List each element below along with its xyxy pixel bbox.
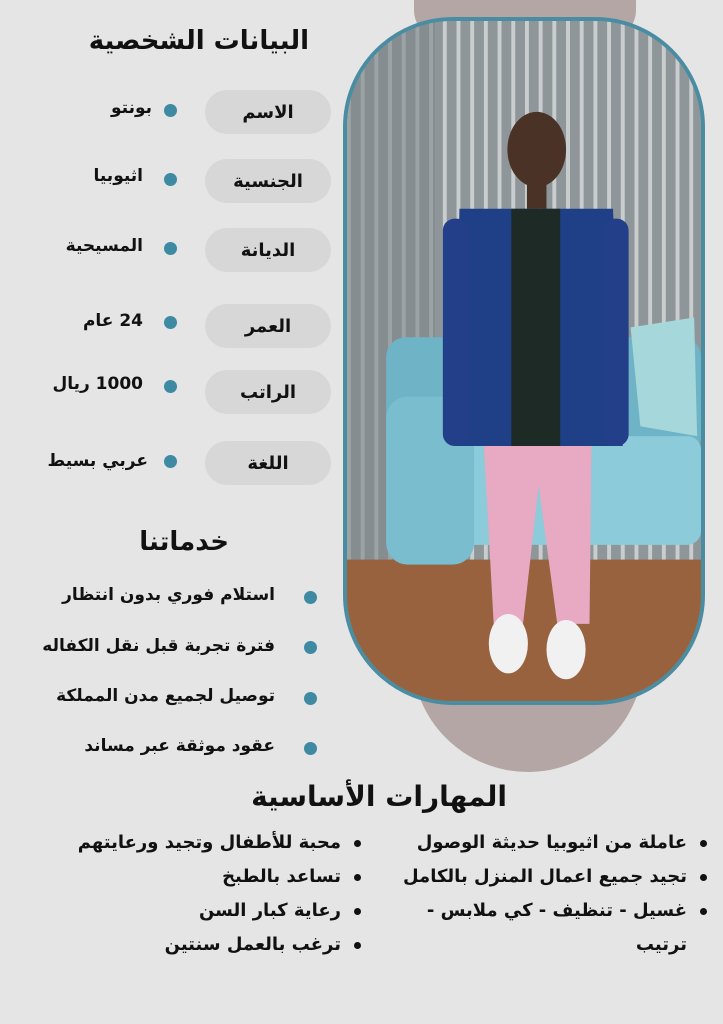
value-nationality: اثيوبيا xyxy=(93,166,143,186)
service-item: توصيل لجميع مدن المملكة xyxy=(56,686,275,706)
skills-title: المهارات الأساسية xyxy=(251,780,507,813)
skills-right-column xyxy=(373,826,709,962)
bullet-icon xyxy=(304,641,317,654)
skill-item: تساعد بالطبخ xyxy=(13,860,341,894)
label-language: اللغة xyxy=(205,441,331,485)
service-item: فترة تجربة قبل نقل الكفاله xyxy=(42,636,275,656)
label-name: الاسم xyxy=(205,90,331,134)
value-language: عربي بسيط xyxy=(47,451,148,471)
worker-photo xyxy=(343,17,705,705)
bullet-icon xyxy=(304,591,317,604)
bullet-icon xyxy=(164,316,177,329)
label-nationality: الجنسية xyxy=(205,159,331,203)
value-religion: المسيحية xyxy=(65,236,143,256)
bullet-icon xyxy=(164,104,177,117)
value-age: 24 عام xyxy=(82,311,143,331)
value-name: بونتو xyxy=(110,98,152,118)
skill-item: محبة للأطفال وتجيد ورعايتهم xyxy=(13,826,341,860)
value-salary: 1000 ريال xyxy=(52,374,143,394)
bullet-icon xyxy=(164,380,177,393)
bullet-icon xyxy=(304,742,317,755)
personal-title: البيانات الشخصية xyxy=(88,26,309,56)
label-age: العمر xyxy=(205,304,331,348)
skill-item: غسيل - تنظيف - كي ملابس - ترتيب xyxy=(373,894,687,962)
skill-item: رعاية كبار السن xyxy=(13,894,341,928)
label-salary: الراتب xyxy=(205,370,331,414)
service-item: استلام فوري بدون انتظار xyxy=(62,585,275,605)
service-item: عقود موثقة عبر مساند xyxy=(84,736,275,756)
bullet-icon xyxy=(304,692,317,705)
skills-left-column xyxy=(13,826,363,962)
label-religion: الديانة xyxy=(205,228,331,272)
bullet-icon xyxy=(164,455,177,468)
skill-item: عاملة من اثيوبيا حديثة الوصول xyxy=(373,826,687,860)
services-title: خدماتنا xyxy=(139,527,229,557)
bullet-icon xyxy=(164,173,177,186)
skill-item: تجيد جميع اعمال المنزل بالكامل xyxy=(373,860,687,894)
bullet-icon xyxy=(164,242,177,255)
skill-item: ترغب بالعمل سنتين xyxy=(13,928,341,962)
